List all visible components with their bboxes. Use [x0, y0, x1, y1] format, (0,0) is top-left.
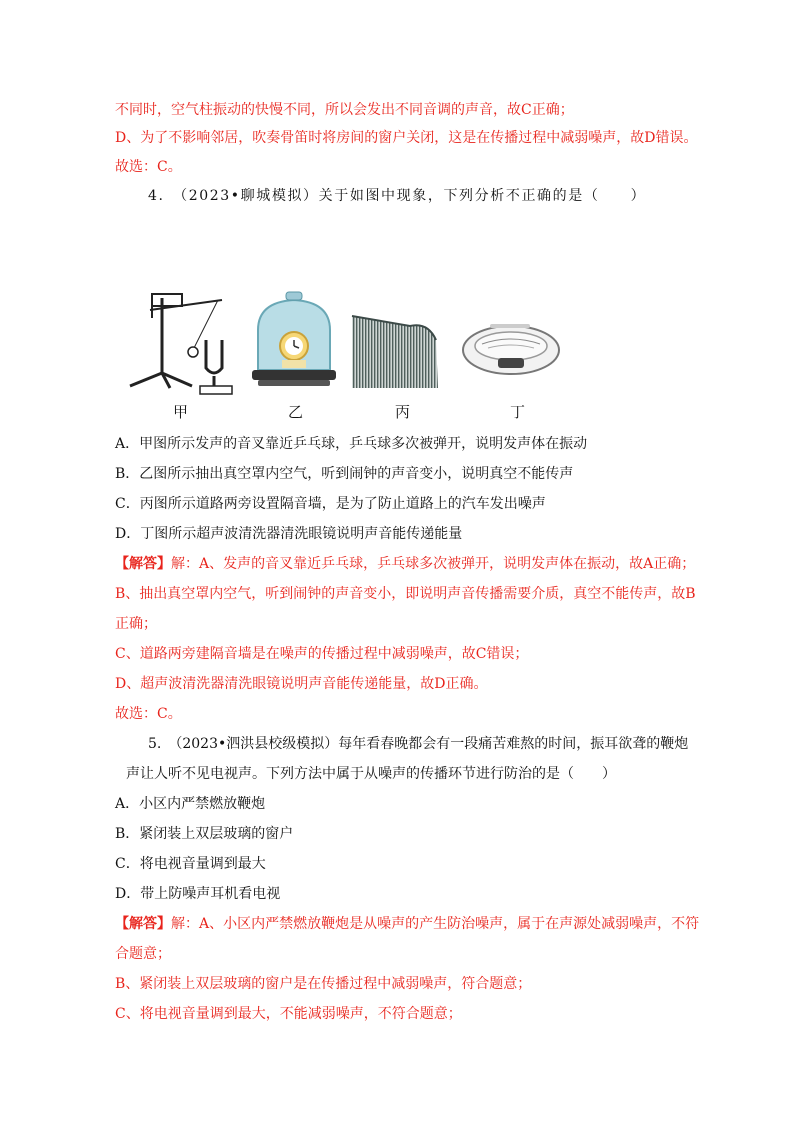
- q5-option-c: C．将电视音量调到最大: [115, 856, 266, 872]
- q4-solution-a: [115, 554, 695, 574]
- figure-label-jia: 甲: [173, 403, 189, 421]
- q5-solution-a1: [115, 914, 699, 934]
- q4-stem: 4. （2023•聊城模拟）关于如图中现象，下列分析不正确的是（ ）: [148, 188, 647, 204]
- q4-option-c: C．丙图所示道路两旁设置隔音墙，是为了防止道路上的汽车发出噪声: [115, 496, 546, 512]
- q4-solution-b1: B、抽出真空罩内空气，听到闹钟的声音变小，即说明声音传播需要介质，真空不能传声，故B: [115, 586, 696, 602]
- figure-jia-tuning-fork: [122, 288, 237, 398]
- figure-yi-bell-jar: [248, 290, 340, 390]
- figure-label-yi: 乙: [288, 403, 304, 421]
- q5-stem-line-1: 5. （2023•泗洪县校级模拟）每年看春晚都会有一段痛苦难熬的时间，振耳欲聋的鞭炮: [148, 736, 689, 752]
- figure-label-bing: 丙: [395, 403, 411, 421]
- prev-solution-line-1: 不同时，空气柱振动的快慢不同，所以会发出不同音调的声音，故C正确；: [115, 102, 574, 118]
- prev-answer: 故选：C。: [115, 159, 182, 175]
- q4-solution-a-text: 解：A、发声的音叉靠近乒乓球，乒乓球多次被弹开，说明发声体在振动，故A正确；: [171, 556, 696, 572]
- q5-solution-c: C、将电视音量调到最大，不能减弱噪声，不符合题意；: [115, 1006, 462, 1022]
- q5-solution-tag: 【解答】: [115, 916, 171, 932]
- q4-answer: 故选：C。: [115, 706, 182, 722]
- figure-label-ding: 丁: [510, 403, 526, 421]
- q4-solution-c: C、道路两旁建隔音墙是在噪声的传播过程中减弱噪声，故C错误；: [115, 646, 529, 662]
- q4-solution-d: D、超声波清洗器清洗眼镜说明声音能传递能量，故D正确。: [115, 676, 488, 692]
- q5-option-a: A．小区内严禁燃放鞭炮: [115, 796, 266, 812]
- q4-option-d: D．丁图所示超声波清洗器清洗眼镜说明声音能传递能量: [115, 526, 463, 542]
- q4-option-a: A．甲图所示发声的音叉靠近乒乓球，乒乓球多次被弹开，说明发声体在振动: [115, 436, 588, 452]
- q5-solution-b: B、紧闭装上双层玻璃的窗户是在传播过程中减弱噪声，符合题意；: [115, 976, 532, 992]
- q4-solution-b2: 正确；: [115, 616, 157, 632]
- q4-option-b: B．乙图所示抽出真空罩内空气，听到闹钟的声音变小，说明真空不能传声: [115, 466, 574, 482]
- q5-solution-a2: 合题意；: [115, 946, 171, 962]
- q4-solution-tag: 【解答】: [115, 556, 171, 572]
- figure-bing-noise-barrier: [350, 312, 442, 390]
- prev-solution-line-2: D、为了不影响邻居，吹奏骨笛时将房间的窗户关闭，这是在传播过程中减弱噪声，故D错误。: [115, 130, 698, 146]
- figure-ding-ultrasonic-cleaner: [460, 318, 562, 380]
- q5-option-d: D．带上防噪声耳机看电视: [115, 886, 281, 902]
- q5-stem-line-2: 声让人听不见电视声。下列方法中属于从噪声的传播环节进行防治的是（ ）: [126, 766, 616, 782]
- q5-option-b: B．紧闭装上双层玻璃的窗户: [115, 826, 294, 842]
- q5-solution-a1-text: 解：A、小区内严禁燃放鞭炮是从噪声的产生防治噪声，属于在声源处减弱噪声，不符: [171, 916, 700, 932]
